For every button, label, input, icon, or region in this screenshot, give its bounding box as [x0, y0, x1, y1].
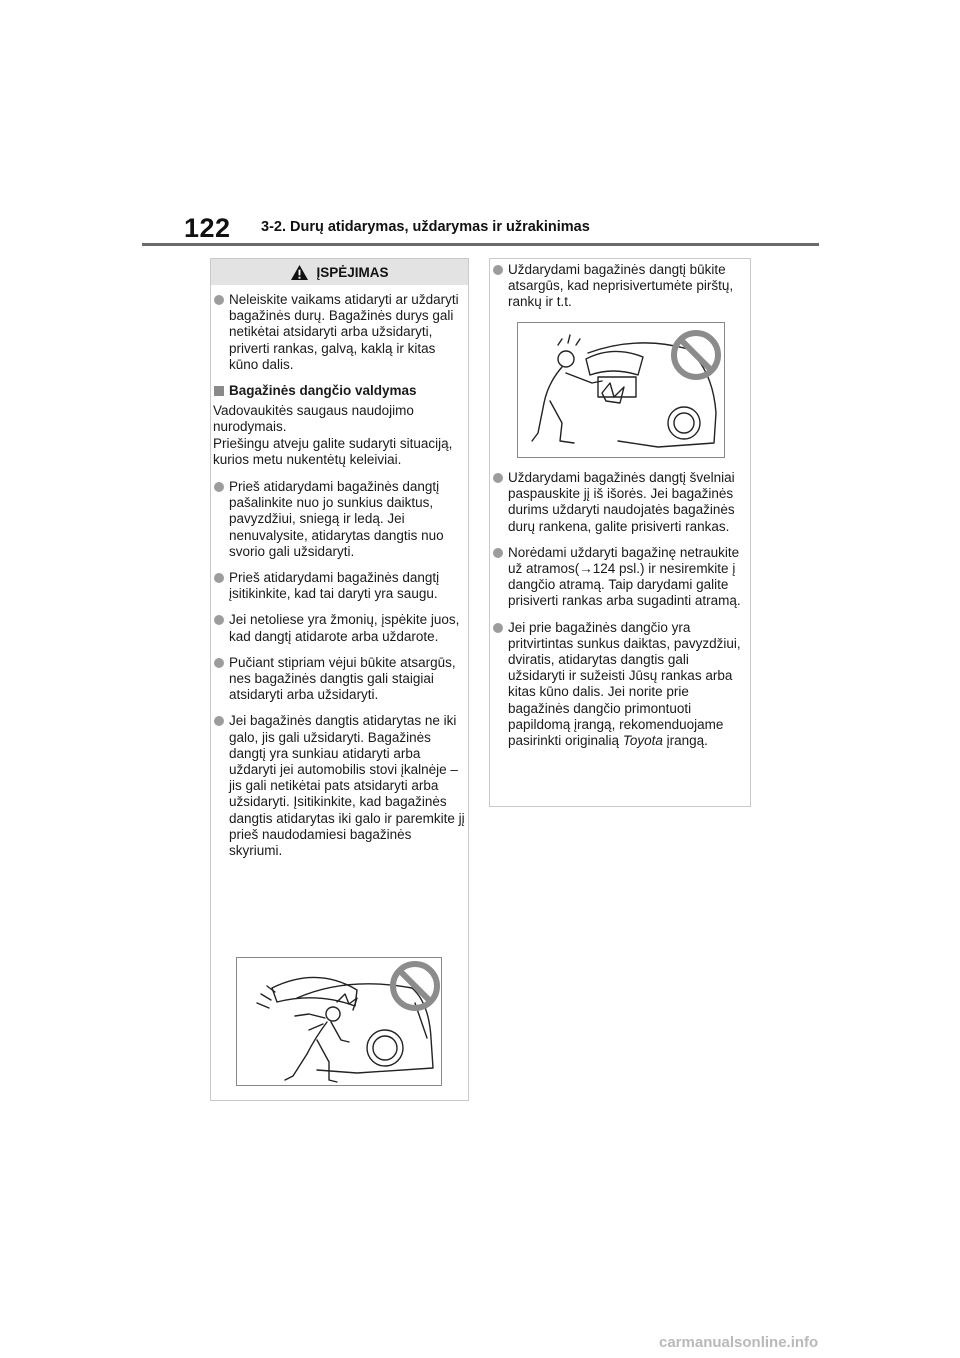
bullet-icon	[493, 548, 503, 558]
list-item	[492, 545, 748, 610]
fingers-caught-drawing	[518, 323, 725, 458]
tailgate-falling-drawing	[237, 958, 442, 1086]
bullet-icon	[214, 295, 224, 305]
illustration-fingers-caught	[517, 322, 725, 458]
header-rule	[142, 243, 819, 246]
watermark: carmanualsonline.info	[659, 1334, 819, 1351]
bullet-text: Jei bagažinės dangtis atidarytas ne iki galo, jis gali užsidaryti. Bagažinės dangtį yra sunkiau atidaryti arba uždaryti jei automobilis stovi įkalnėje – jis gali netikėtai pats atsidaryti arba užsidaryti. Įsitikinkite, kad bagažinės dangtis atidarytas iki galo ir paremkite jį prieš naudodamiesi bagažinės skyriumi.	[229, 713, 465, 859]
bullet-text: Pučiant stipriam vėjui būkite atsargūs, nes bagažinės dangtis gali staigiai atsidaryti arba užsidaryti.	[229, 654, 456, 703]
prohibition-icon	[674, 333, 718, 377]
list-item	[213, 713, 465, 859]
warning-right-column	[492, 262, 748, 321]
page-number: 122	[184, 213, 231, 243]
bullet-text: Jei netoliese yra žmonių, įspėkite juos, kad dangtį atidarote arba uždarote.	[229, 612, 460, 644]
bullet-text: Norėdami uždaryti bagažinę netraukite už atramos(→124 psl.) ir nesiremkite į dangčio atramą. Taip darydami galite prisiverti rankas arba sugadinti atramą.	[508, 544, 741, 609]
warning-triangle-icon	[290, 264, 309, 281]
list-item	[213, 655, 465, 704]
list-item	[213, 479, 465, 560]
list-item	[492, 470, 748, 535]
warning-label: ĮSPĖJIMAS	[316, 264, 389, 280]
brand-name: Toyota	[622, 733, 663, 749]
bullet-text: Prieš atidarydami bagažinės dangtį pašalinkite nuo jo sunkius daiktus, pavyzdžiui, sniegą ir ledą. Jei nenuvalysite, atidarytas dangtis nuo svorio gali užsidaryti.	[229, 479, 444, 559]
bullet-text: Jei prie bagažinės dangčio yra pritvirtintas sunkus daiktas, pavyzdžiui, dviratis, atidarytas dangtis gali užsidaryti ir sužeisti Jūsų rankas arba kitas kūno dalis. Jei norite prie bagažinės dangčio primontuoti papildomą įrangą, rekomenduojame pasirinkti originalią	[508, 619, 741, 749]
bullet-text: Prieš atidarydami bagažinės dangtį įsitikinkite, kad tai daryti yra saugu.	[229, 570, 440, 602]
list-item	[213, 612, 465, 644]
list-item	[492, 620, 748, 750]
bullet-text: Neleiskite vaikams atidaryti ar uždaryti bagažinės durų. Bagažinės durys gali netikėtai atsidaryti arba užsidaryti, priverti rankas, galvą, kaklą ir kitas kūno dalis.	[229, 292, 459, 372]
bullet-icon	[214, 615, 224, 625]
bullet-text-tail: įrangą.	[662, 733, 708, 749]
illustration-tailgate-falling	[236, 957, 442, 1086]
bullet-icon	[214, 658, 224, 668]
warning-left-column	[213, 292, 465, 869]
bullet-icon	[214, 716, 224, 726]
intro-text: Vadovaukitės saugaus naudojimo nurodymais. Priešingu atveju galite sudaryti situaciją, kurios metu nukentėtų keleiviai.	[213, 403, 453, 467]
list-item	[213, 292, 465, 373]
list-item	[492, 262, 748, 311]
subheading: Bagažinės dangčio valdymas	[213, 383, 465, 399]
section-title: 3-2. Durų atidarymas, uždarymas ir užrakinimas	[261, 219, 590, 235]
warning-right-column-lower	[492, 470, 748, 759]
bullet-icon	[214, 573, 224, 583]
warning-header	[211, 259, 468, 285]
bullet-icon	[493, 265, 503, 275]
bullet-text: Uždarydami bagažinės dangtį būkite atsargūs, kad neprisivertumėte pirštų, rankų ir t.t.	[508, 262, 734, 310]
bullet-icon	[493, 473, 503, 483]
square-bullet-icon	[214, 386, 224, 396]
bullet-icon	[214, 482, 224, 492]
bullet-icon	[493, 623, 503, 633]
list-item	[213, 570, 465, 602]
bullet-text: Uždarydami bagažinės dangtį švelniai paspauskite jį iš išorės. Jei bagažinės durims uždaryti naudojatės bagažinės durų rankena, galite prisiverti rankas.	[508, 470, 735, 534]
